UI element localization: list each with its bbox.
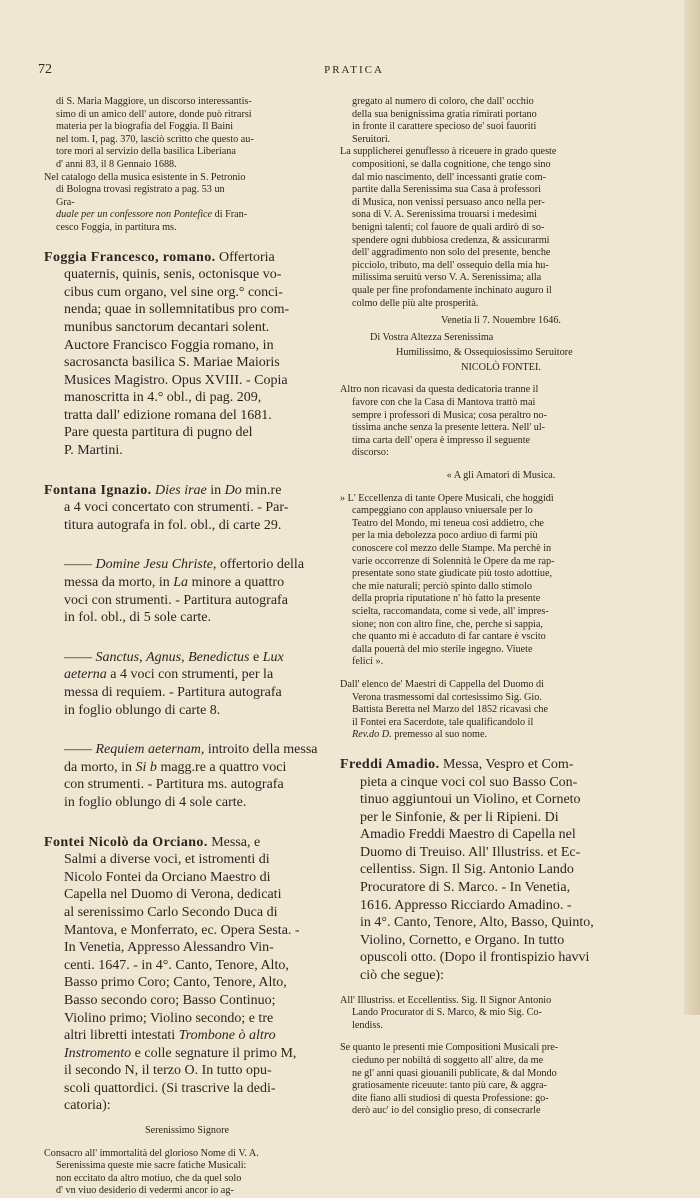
- key-italic: La: [173, 575, 189, 591]
- text-line: di Musica, non venissi persuaso anco nella per-: [352, 196, 545, 208]
- text-line: che mie naturali; perciò spinto dallo stimolo: [352, 580, 532, 592]
- text-line: In Venetia, Appresso Alessandro Vin-: [64, 940, 274, 956]
- text-line: opuscoli otto. (Dopo il frontispizio havvi: [360, 950, 590, 966]
- text-line: che quanto mi è accaduto di far cantare è vscito: [352, 631, 546, 643]
- text-span: Messa, Vespro et Com-: [442, 756, 574, 772]
- entry-body: [44, 759, 330, 812]
- text-line: scielta, raccomandata, come si vede, all' impres-: [352, 605, 549, 617]
- title-italic: Lux: [262, 649, 284, 665]
- text-line: Nicolo Fontei da Orciano Maestro di: [64, 869, 271, 885]
- entry-body: [44, 666, 330, 719]
- text-span: e: [252, 649, 260, 665]
- quoted-discourse: [340, 493, 662, 669]
- title-italic: aeterna: [64, 667, 107, 683]
- text-line: non eccitato da altro motiuo, che da quel solo: [56, 1172, 242, 1184]
- dedication-continued: [340, 96, 662, 146]
- text-line: [340, 756, 662, 774]
- text-span: premesso al suo nome.: [394, 729, 488, 741]
- text-line: per le Sinfonie, & per li Ripieni. Di: [360, 809, 559, 825]
- text-line: milissima seruitù verso V. A. Serenissima; alla: [352, 272, 542, 284]
- text-line: d' anni 83, il 8 Gennaio 1688.: [56, 158, 177, 170]
- text-line: Altro non ricavasi da questa dedicatoria tranne il: [340, 384, 539, 396]
- key-italic: Si b: [135, 759, 157, 775]
- entry-heading: Foggia Francesco, romano.: [44, 249, 216, 265]
- text-line: centi. 1647. - in 4°. Canto, Tenore, Alto,: [64, 957, 289, 973]
- text-line: [44, 556, 330, 574]
- text-line: in foglio oblungo di 4 sole carte.: [64, 794, 247, 810]
- editor-note: [340, 384, 662, 460]
- text-line: gregato al numero di coloro, che dall' occhio: [352, 96, 534, 107]
- text-line: cibus cum organo, vel sine org.° conci-: [64, 284, 283, 300]
- text-line: a 4 voci concertato con strumenti. - Par-: [64, 500, 289, 516]
- text-line: Verona trasmessomi dal cortesissimo Sig. Gio.: [352, 691, 542, 703]
- text-line: materia per la biografia del Foggia. Il Baini: [56, 121, 234, 133]
- entry-sanctus: [44, 649, 330, 719]
- key-italic: Do: [224, 482, 242, 498]
- left-column: [44, 96, 330, 1197]
- text-line: [64, 666, 330, 684]
- text-line: [56, 209, 330, 222]
- text-line: All' Illustriss. et Eccellentiss. Sig. Il Signor Antonio: [340, 994, 552, 1006]
- foggia-note-continued: [44, 96, 330, 172]
- text-line: Mantova, e Monferrato, ec. Opera Sesta. -: [64, 922, 300, 938]
- text-line: picciolo, tributo, ma dell' ossequio della mia hu-: [352, 259, 549, 271]
- text-line: nel tom. I, pag. 370, lasciò scritto che questo au-: [56, 133, 254, 145]
- text-span: a 4 voci con strumenti, per la: [110, 667, 274, 683]
- text-line: Basso secondo coro; Basso Continuo;: [64, 992, 276, 1008]
- text-line: il Fontei era Sacerdote, tale qualificandolo il: [352, 716, 534, 728]
- text-line: varie occorrenze di Solennità le Opere da me rap-: [352, 555, 555, 567]
- text-line: Violino, Cornetto, e Organo. In tutto: [360, 932, 565, 948]
- signature: NICOLÒ FONTEI.: [461, 361, 541, 373]
- text-line: gratiosamente riceuute: tanto più care, & aggra-: [352, 1080, 547, 1092]
- title-italic: duale per un confessore non Pontefice: [56, 209, 213, 221]
- text-line: di Bologna trovasi registrato a pag. 53 un: [56, 184, 225, 196]
- text-line: [44, 249, 330, 267]
- text-line: della propria riputatione n' hò fatto la presente: [352, 593, 541, 605]
- text-line: [44, 482, 330, 500]
- text-line: cieduno per nobiltà di soggetto all' altre, da me: [352, 1055, 544, 1066]
- entry-body: [340, 774, 662, 985]
- text-line: [352, 729, 662, 742]
- text-line: quale per fine profondamente inchinato auguro il: [352, 284, 552, 296]
- entry-fontana: [44, 482, 330, 535]
- title-italic: Trombone ò altro: [178, 1028, 276, 1044]
- text-line: [64, 574, 330, 592]
- text-line: sione; non con altro fine, che, perche si sappia,: [352, 618, 543, 630]
- text-line: lendiss.: [352, 1019, 383, 1031]
- text-line: nenda; quae in sollemnitatibus pro com-: [64, 302, 290, 318]
- entry-foggia: [44, 249, 330, 460]
- entry-heading: Fontana Ignazio.: [44, 482, 152, 498]
- text-span: magg.re a quattro voci: [160, 759, 287, 775]
- text-line: [44, 834, 330, 852]
- dash-mark: ——: [64, 742, 92, 758]
- text-line: Amadio Freddi Maestro di Capella nel: [360, 827, 576, 843]
- title-italic: Rev.do D.: [352, 729, 392, 741]
- text-line: Capella nel Duomo di Verona, dedicati: [64, 887, 282, 903]
- text-line: in 4°. Canto, Tenore, Alto, Basso, Quinto,: [360, 915, 594, 931]
- entry-body: [44, 499, 330, 534]
- text-line: simo di un amico dell' autore, donde può ritrarsi: [56, 108, 252, 120]
- text-line: [44, 741, 330, 759]
- text-line: campeggiano con applauso vniuersale per lo: [352, 505, 533, 517]
- text-line: Serenissima queste mie sacre fatiche Musicali:: [56, 1160, 247, 1172]
- text-line: messa di requiem. - Partitura autografa: [64, 685, 282, 700]
- text-line: derò auc' io del consiglio preso, di consecrarle: [352, 1105, 541, 1117]
- text-line: tima carta dell' opera è impresso il seguente: [352, 434, 531, 446]
- text-line: manoscritta in 4.° obl., di pag. 209,: [64, 390, 262, 406]
- text-line: La supplicherei genuflesso à riceuere in grado queste: [340, 146, 557, 158]
- text-line: Dall' elenco de' Maestri di Cappella del Duomo di: [340, 678, 544, 690]
- text-span: messa da morto, in: [64, 575, 170, 591]
- text-line: Auctore Francisco Foggia romano, in: [64, 337, 274, 353]
- petronio-note: [44, 172, 330, 235]
- entry-heading: Fontei Nicolò da Orciano.: [44, 834, 208, 850]
- salutation: Serenissimo Signore: [144, 1125, 230, 1137]
- text-line: tissima anche senza la presente lettera. Nell' ul-: [352, 422, 546, 434]
- text-line: » L' Eccellenza di tante Opere Musicali, che hoggidì: [340, 492, 554, 504]
- text-span: min.re: [245, 482, 282, 498]
- title-italic: Instromento: [64, 1045, 132, 1061]
- text-line: ciò che segue):: [360, 968, 444, 984]
- text-span: in: [210, 482, 222, 498]
- dedication-start: [44, 1148, 330, 1198]
- text-line: titura autografa in fol. obl., di carte 29.: [64, 517, 282, 533]
- text-line: Battista Beretta nel Marzo del 1852 ricavasi che: [352, 704, 549, 716]
- text-line: catoria):: [64, 1098, 111, 1114]
- text-line: 1616. Appresso Ricciardo Amadino. -: [360, 897, 572, 913]
- text-line: Nel catalogo della musica esistente in S. Petronio: [44, 171, 246, 183]
- text-line: Musices Magistro. Opus XVIII. - Copia: [64, 372, 288, 388]
- text-line: Salmi a diverse voci, et istromenti di: [64, 852, 270, 868]
- entry-body: [44, 266, 330, 460]
- text-span: da morto, in: [64, 759, 133, 775]
- running-title: PRATICA: [324, 64, 384, 76]
- text-line: tinuo aggiuntoui un Violino, et Corneto: [360, 792, 581, 808]
- entry-body: [44, 851, 330, 1115]
- text-line: favore con che la Casa di Mantova trattò mai: [352, 397, 536, 409]
- text-span: altri libretti intestati: [64, 1028, 176, 1044]
- text-line: sempre i professori di Musica; cosa peraltro no-: [352, 409, 547, 421]
- text-line: conoscere col mezzo delle Stampe. Ma perchè in: [352, 543, 552, 554]
- text-span: di Fran-: [214, 209, 248, 221]
- text-span: Messa, e: [211, 834, 261, 850]
- text-line: dell' aggradimento non solo del presente, benche: [352, 247, 551, 259]
- text-line: con strumenti. - Partitura ms. autografa: [64, 777, 284, 793]
- editor-note: [340, 679, 662, 742]
- page-edge: [684, 0, 700, 1015]
- text-line: Procuratore di S. Marco. - In Venetia,: [360, 880, 571, 896]
- text-line: sacrosancta basilica S. Mariae Maioris: [64, 355, 280, 371]
- right-column: [340, 96, 662, 1117]
- title-italic: Benedictus: [188, 649, 250, 665]
- closing-address: Di Vostra Altezza Serenissima: [370, 331, 494, 343]
- text-line: Pare questa partitura di pugno del: [64, 425, 253, 441]
- entry-heading: Freddi Amadio.: [340, 756, 440, 772]
- text-line: benigni talenti; col fauore de quali ardirò di so-: [352, 221, 545, 233]
- text-line: Basso primo Coro; Canto, Tenore, Alto,: [64, 975, 287, 991]
- text-line: spendere ogni dubbiosa credenza, & assicurarmi: [352, 234, 550, 246]
- text-span: ,: [139, 649, 143, 665]
- entry-body: [44, 574, 330, 627]
- text-line: in fronte il carattere specioso de' suoi fauoriti: [352, 121, 537, 133]
- title-italic: Domine Jesu Christe,: [95, 557, 217, 573]
- text-line: dalla pouertà del mio sterile ingegno. Viuete: [352, 643, 533, 655]
- dedication-paragraph: [340, 1042, 662, 1118]
- text-line: pieta a cinque voci col suo Basso Con-: [360, 774, 578, 790]
- text-line: [56, 197, 330, 210]
- text-line: Seruitori.: [352, 133, 391, 145]
- text-line: [64, 759, 330, 777]
- dedication-paragraph: [340, 146, 662, 310]
- text-line: il secondo N, il terzo O. In tutto opu-: [64, 1063, 272, 1079]
- text-line: Teatro del Mondo, mi teneua così addietro, che: [352, 517, 544, 529]
- text-line: scoli quattordici. (Si trascrive la dedi-: [64, 1080, 276, 1096]
- dash-mark: ——: [64, 557, 92, 573]
- text-line: al serenissimo Carlo Secondo Duca di: [64, 904, 278, 920]
- text-line: compositioni, se dalla cognitione, che tengo sino: [352, 158, 551, 170]
- text-line: [64, 1045, 330, 1063]
- text-line: felici ».: [352, 656, 384, 668]
- text-line: munibus sanctorum decantari solent.: [64, 319, 270, 335]
- text-line: Lando Procurator di S. Marco, & mio Sig. Co-: [352, 1007, 542, 1019]
- text-line: tore morì al servizio della basilica Liberiana: [56, 146, 236, 158]
- text-line: ne gl' anni quasi giouanili publicate, & dal Mondo: [352, 1067, 557, 1079]
- text-span: introito della messa: [207, 742, 318, 758]
- quote-heading: « A gli Amatori di Musica.: [446, 470, 556, 482]
- text-line: in foglio oblungo di carte 8.: [64, 702, 221, 718]
- title-italic: Agnus: [146, 649, 182, 665]
- entry-fontei: [44, 834, 330, 1116]
- text-line: dal mio nascimento, dell' incessanti gratie com-: [352, 171, 546, 183]
- text-span: e colle segnature il primo M,: [134, 1045, 297, 1061]
- text-line: discorso:: [352, 447, 389, 459]
- text-line: per la mia debolezza poco ardiuo di farmi più: [352, 530, 538, 542]
- text-line: [44, 649, 330, 667]
- text-line: dite fiano alli studiosi di questa Professione: go-: [352, 1092, 549, 1104]
- text-line: presentate sono state giudicate più tosto adottiue,: [352, 568, 553, 580]
- text-line: Se quanto le presenti mie Compositioni Musicali pre-: [340, 1042, 559, 1054]
- title-italic: Requiem aeternam,: [95, 742, 205, 758]
- text-span: ,: [181, 649, 185, 665]
- title-italic: Dies irae: [155, 482, 207, 498]
- text-line: voci con strumenti. - Partitura autografa: [64, 592, 288, 608]
- text-line: partite dalla Serenissima sua Casa à professori: [352, 184, 541, 196]
- text-line: in fol. obl., di 5 sole carte.: [64, 610, 211, 626]
- entry-domine: [44, 556, 330, 626]
- dedication-address: [340, 995, 662, 1033]
- text-line: colmo delle più alte prosperità.: [352, 297, 479, 309]
- entry-requiem: [44, 741, 330, 811]
- text-line: P. Martini.: [64, 443, 123, 459]
- text-line: tratta dall' edizione romana del 1681.: [64, 407, 272, 423]
- text-span: offertorio della: [219, 557, 305, 573]
- text-line: cellentiss. Sign. Il Sig. Antonio Lando: [360, 862, 574, 878]
- text-line: Violino primo; Violino secondo; e tre: [64, 1010, 274, 1026]
- entry-freddi: [340, 756, 662, 985]
- text-span: minore a quattro: [191, 575, 285, 591]
- text-line: cesco Foggia, in partitura ms.: [56, 221, 177, 233]
- text-line: Duomo di Treuiso. All' Illustriss. et Ec-: [360, 844, 581, 860]
- text-line: Consacro all' immortalità del glorioso Nome di V. A.: [44, 1147, 259, 1159]
- page-number: 72: [38, 62, 52, 77]
- dateline: Venetia li 7. Nouembre 1646.: [441, 315, 561, 327]
- text-span: Gra-: [56, 196, 75, 208]
- text-line: quaternis, quinis, senis, octonisque vo-: [64, 267, 282, 283]
- running-header: [38, 62, 670, 82]
- text-line: di S. Maria Maggiore, un discorso interessantis-: [56, 96, 252, 107]
- text-line: d' vn viuo desiderio di vedermi ancor io ag-: [56, 1185, 234, 1197]
- text-line: sona di V. A. Serenissima trouarsi i medesimi: [352, 209, 537, 221]
- text-line: [64, 1027, 330, 1045]
- text-line: della sua benignissima gratia rimirati portano: [352, 108, 537, 120]
- closing-servant: Humilissimo, & Ossequiosissimo Seruitore: [396, 347, 573, 359]
- title-italic: Sanctus: [95, 649, 140, 665]
- dash-mark: ——: [64, 649, 92, 665]
- text-span: Offertoria: [219, 249, 275, 265]
